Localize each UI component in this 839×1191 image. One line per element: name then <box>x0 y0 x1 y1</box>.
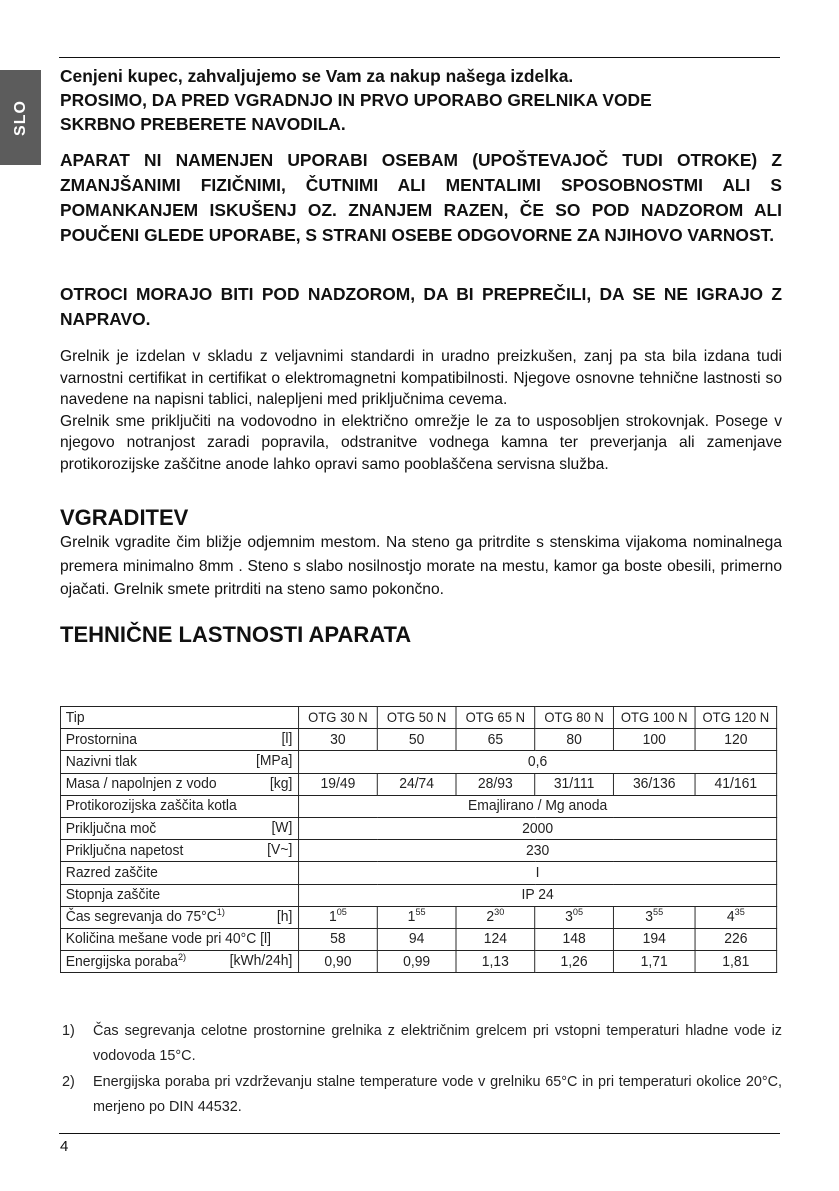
value-cell: 100 <box>613 729 695 751</box>
row-label-heating-time <box>60 906 298 928</box>
intro-instruction-2: SKRBNO PREBERETE NAVODILA. <box>60 114 346 134</box>
model-cell: OTG 120 N <box>695 707 777 729</box>
row-label-ip: Stopnja zaščite <box>60 884 298 906</box>
row-label-volume <box>60 729 298 751</box>
technical-specs-table <box>60 706 777 973</box>
value-cell <box>613 906 695 928</box>
value-cell <box>535 906 614 928</box>
value-cell: 120 <box>695 729 777 751</box>
general-info-paragraph-1: Grelnik je izdelan v skladu z veljavnimi standardi in uradno preizkušen, zanj pa sta bila izdana tudi varnostni certifikat in certifikat o elektromagnetni kompatibilnosti. Njegove osnovne tehnične lastnosti so navedene na napisni tablici, nalepljeni med priključnima cevema. <box>60 348 782 408</box>
value-cell <box>299 906 378 928</box>
row-label-text: Priključna moč <box>65 820 157 837</box>
bottom-rule <box>59 1133 780 1134</box>
row-unit: [kWh/24h] <box>229 953 293 970</box>
row-unit: [kg] <box>269 775 293 792</box>
installation-heading: VGRADITEV <box>60 505 189 530</box>
footnote-text: Energijska poraba pri vzdrževanju stalne temperature vode v grelniku 65°C in pri temperaturi okolice 20°C, merjeno po DIN 44532. <box>93 1074 782 1115</box>
value-cell: 58 <box>299 928 378 950</box>
row-label-class: Razred zaščite <box>60 862 298 884</box>
value-cell: 41/161 <box>695 773 777 795</box>
value-cell: 36/136 <box>613 773 695 795</box>
value-cell: 28/93 <box>456 773 535 795</box>
footnotes <box>60 1019 782 1121</box>
footnote-text: Čas segrevanja celotne prostornine grelnika z električnim grelcem pri vstopni temperaturi hladne vode iz vodovoda 15°C. <box>93 1023 782 1064</box>
time-minutes: 55 <box>415 907 426 919</box>
table-row-class <box>60 862 776 884</box>
row-unit: [W] <box>271 819 293 836</box>
row-label-energy <box>60 951 298 973</box>
value-cell: 1,81 <box>695 951 777 973</box>
model-cell: OTG 65 N <box>456 707 535 729</box>
safety-warning: APARAT NI NAMENJEN UPORABI OSEBAM (UPOŠTEVAJOČ TUDI OTROKE) Z ZMANJŠANIMI FIZIČNIMI, ČUTNIMI ALI MENTALIMI SPOSOBNOSTMI ALI S POMANKANJEM ISKUŠENJ OZ. ZNANJEM RAZEN, ČE SO POD NADZOROM ALI POUČENI GLEDE UPORABE, S STRANI OSEBE ODGOVORNE ZA NJIHOVO VARNOST. <box>60 150 782 245</box>
value-cell: 148 <box>535 928 614 950</box>
value-cell <box>377 906 456 928</box>
value-cell-merged: 0,6 <box>299 751 777 773</box>
time-hours: 3 <box>645 909 654 926</box>
value-cell-merged: Emajlirano / Mg anoda <box>299 795 777 817</box>
table-row-pressure <box>60 751 776 773</box>
value-cell: 80 <box>535 729 614 751</box>
row-label-type: Tip <box>60 707 298 729</box>
table-row-volume <box>60 729 776 751</box>
row-label-text: Nazivni tlak <box>65 753 137 770</box>
technical-heading: TEHNIČNE LASTNOSTI APARATA <box>60 622 412 647</box>
footnote-1 <box>60 1019 782 1069</box>
table-row-heating-time <box>60 906 776 928</box>
language-tab <box>0 70 41 165</box>
language-tab-label: SLO <box>11 99 29 136</box>
model-cell: OTG 50 N <box>377 707 456 729</box>
footnote-marker: 1) <box>216 907 225 919</box>
value-cell: 1,26 <box>535 951 614 973</box>
value-cell: 31/111 <box>535 773 614 795</box>
general-info-paragraph-2: Grelnik sme priključiti na vodovodno in električno omrežje le za to usposobljen strokovnjak. Posege v njegovo notranjost zaradi popravila, odstranitve vodnega kamna ter preverjanja ali zamenjave protikorozijske zaščitne anode lahko opravi samo pooblaščena servisna služba. <box>60 412 782 473</box>
value-cell: 124 <box>456 928 535 950</box>
value-cell: 65 <box>456 729 535 751</box>
row-label-voltage <box>60 840 298 862</box>
table-row-protection <box>60 795 776 817</box>
time-minutes: 05 <box>572 907 584 919</box>
table-row-model <box>60 707 776 729</box>
table-row-ip <box>60 884 776 906</box>
row-label-text: Masa / napolnjen z vodo <box>65 776 217 793</box>
table-row-mixed-water <box>60 928 776 950</box>
value-cell-merged: 230 <box>299 840 777 862</box>
intro-instruction-1: PROSIMO, DA PRED VGRADNJO IN PRVO UPORABO GRELNIKA VODE <box>60 90 652 110</box>
value-cell: 30 <box>299 729 378 751</box>
time-minutes: 35 <box>734 907 745 919</box>
page-number: 4 <box>60 1138 69 1155</box>
footnote-marker: 2) <box>177 951 187 963</box>
value-cell: 1,13 <box>456 951 535 973</box>
model-cell: OTG 80 N <box>535 707 614 729</box>
row-label-protection: Protikorozijska zaščita kotla <box>60 795 298 817</box>
value-cell: 50 <box>377 729 456 751</box>
row-unit: [h] <box>276 908 293 925</box>
value-cell: 19/49 <box>299 773 378 795</box>
row-unit: [l] <box>281 731 293 748</box>
row-label-text: Priključna napetost <box>65 842 184 859</box>
value-cell-merged: IP 24 <box>299 884 777 906</box>
footnote-number: 1) <box>62 1023 75 1039</box>
table-row-power <box>60 817 776 839</box>
time-minutes: 30 <box>494 907 505 919</box>
value-cell: 0,90 <box>299 951 378 973</box>
table-row-energy <box>60 951 776 973</box>
time-hours: 1 <box>328 909 337 926</box>
row-label-text: Prostornina <box>65 731 137 748</box>
time-minutes: 05 <box>336 907 347 919</box>
installation-text: Grelnik vgradite čim bližje odjemnim mestom. Na steno ga pritrdite s stenskima vijakoma nominalnega premera minimalno 8mm . Steno s slabo nosilnostjo morate na mestu, kamor ga boste obesili, primerno ojačati. Grelnik smete pritrditi na steno samo pokončno. <box>60 534 782 598</box>
table-row-voltage <box>60 840 776 862</box>
top-rule <box>59 57 780 58</box>
time-hours: 3 <box>565 909 573 926</box>
value-cell <box>456 906 535 928</box>
time-hours: 4 <box>726 909 735 926</box>
value-cell <box>695 906 777 928</box>
general-info <box>60 346 782 475</box>
row-label-text: Energijska poraba <box>65 953 178 970</box>
value-cell-merged: 2000 <box>299 817 777 839</box>
value-cell: 226 <box>695 928 777 950</box>
table-row-mass <box>60 773 776 795</box>
time-hours: 2 <box>486 909 495 926</box>
time-minutes: 55 <box>653 907 664 919</box>
intro-block <box>60 64 782 136</box>
row-unit: [V~] <box>267 842 293 859</box>
model-cell: OTG 100 N <box>613 707 695 729</box>
footnote-number: 2) <box>62 1074 75 1090</box>
row-label-mass <box>60 773 298 795</box>
value-cell: 1,71 <box>613 951 695 973</box>
footnote-2 <box>60 1070 782 1120</box>
row-label-mixed-water: Količina mešane vode pri 40°C [l] <box>60 928 298 950</box>
value-cell: 0,99 <box>377 951 456 973</box>
row-label-pressure <box>60 751 298 773</box>
value-cell: 194 <box>613 928 695 950</box>
value-cell: 94 <box>377 928 456 950</box>
intro-thanks: Cenjeni kupec, zahvaljujemo se Vam za nakup našega izdelka. <box>60 66 574 86</box>
row-label-text: Čas segrevanja do 75°C <box>65 909 217 926</box>
row-label-power <box>60 817 298 839</box>
value-cell-merged: I <box>299 862 777 884</box>
value-cell: 24/74 <box>377 773 456 795</box>
model-cell: OTG 30 N <box>299 707 378 729</box>
time-hours: 1 <box>407 909 416 926</box>
children-warning: OTROCI MORAJO BITI POD NADZOROM, DA BI PREPREČILI, DA SE NE IGRAJO Z NAPRAVO. <box>60 284 782 329</box>
row-unit: [MPa] <box>255 753 293 770</box>
